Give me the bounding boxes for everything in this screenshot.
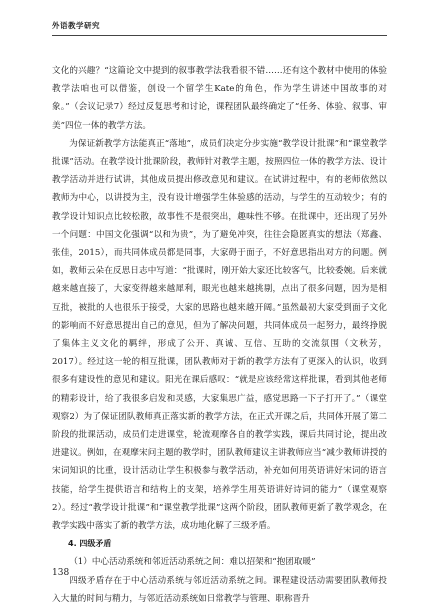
paragraph-1: 文化的兴趣？“这篇论文中提到的叙事教学法我看很不错……还有这个教材中使用的体验教学法咱也可以借鉴，创设一个留学生Kate的角色，作为学生讲述中国故事的对象。”（会议记录7）经过反复思考和讨论，课程团队最终确定了“任务、体验、叙事、审美”四位一体的教学方法。 [52,66,387,131]
body-text [52,62,387,608]
header-rule [52,35,387,36]
section-heading: 4. 四级矛盾 [68,539,112,549]
page-number: 138 [52,568,70,578]
running-header: 外语教学研究 [52,21,100,30]
paragraph-2: 为保证新教学方法能真正“落地”，成员们决定分步实施“教学设计批课”和“课堂教学批课”活动。在教学设计批课阶段，教师针对教学主题，按照四位一体的教学方法、设计教学活动并进行试讲，其他成员提出修改意见和建议。在试讲过程中，有的老师依然以教师为中心，以讲授为主，没有设计增强学生体验感的活动，与学生的互动较少；有的教学设计知识点比较松散，故事性不是很突出，趣味性不够。在批课中，还出现了另外一个问题：中国文化强调“以和为贵”，为了避免冲突，往往会隐匿真实的想法（郑鑫、张佳，2015），而共同体成员都是同事，大家碍于面子，不好意思指出对方的问题。例如，教师云朵在反思日志中写道：“批课时，刚开始大家还比较客气，比较委婉。后来就越来越直接了，大家变得越来越犀利，眼光也越来越挑剔，点出了很多问题，因为是相互批，被批的人也很乐于接受，大家的思路也越来越开阔。”虽然最初大家受到面子文化的影响而不好意思提出自己的意见，但为了解决问题，共同体成员一起努力，最终挣脱了集体主义文化的羁绊，形成了公开、真诚、互信、互助的交流氛围（文秋芳，2017）。经过这一轮的相互批课，团队教师对于新的教学方法有了更深入的认识，收到很多有建设性的意见和建议。阳光在课后感叹：“就是应该经常这样批课，看到其他老师的精彩设计，给了我很多启发和灵感，大家集思广益，感觉思路一下子打开了。”（课堂观察2）为了保证团队教师真正落实新的教学方法，在正式开课之后，共同体开展了第二阶段的批课活动，成员们走进课堂，轮流观摩各自的教学实践，课后共同讨论，提出改进建议。例如，在观摩宋问主题的教学时，团队教师建议主讲教师应当“减少教师讲授的宋词知识的比重，设计活动让学生积极参与教学活动，补充如何用英语讲好宋词的语言技能，给学生提供语言和结构上的支架，培养学生用英语讲好诗词的能力”（课堂观察2）。经过“教学设计批课”和“课堂教学批课”这两个阶段，团队教师更新了教学观念，在教学实践中落实了新的教学方法，成功地化解了三级矛盾。 [52,138,387,532]
subsection-heading: （1）中心活动系统和邻近活动系统之间：难以招架和“抱团取暖” [69,557,316,568]
paragraph-3: 四级矛盾存在于中心活动系统与邻近活动系统之间。课程建设活动需要团队教师投入大量的时间与精力，与邻近活动系统如日常教学与管理、职称晋升 [52,575,387,604]
